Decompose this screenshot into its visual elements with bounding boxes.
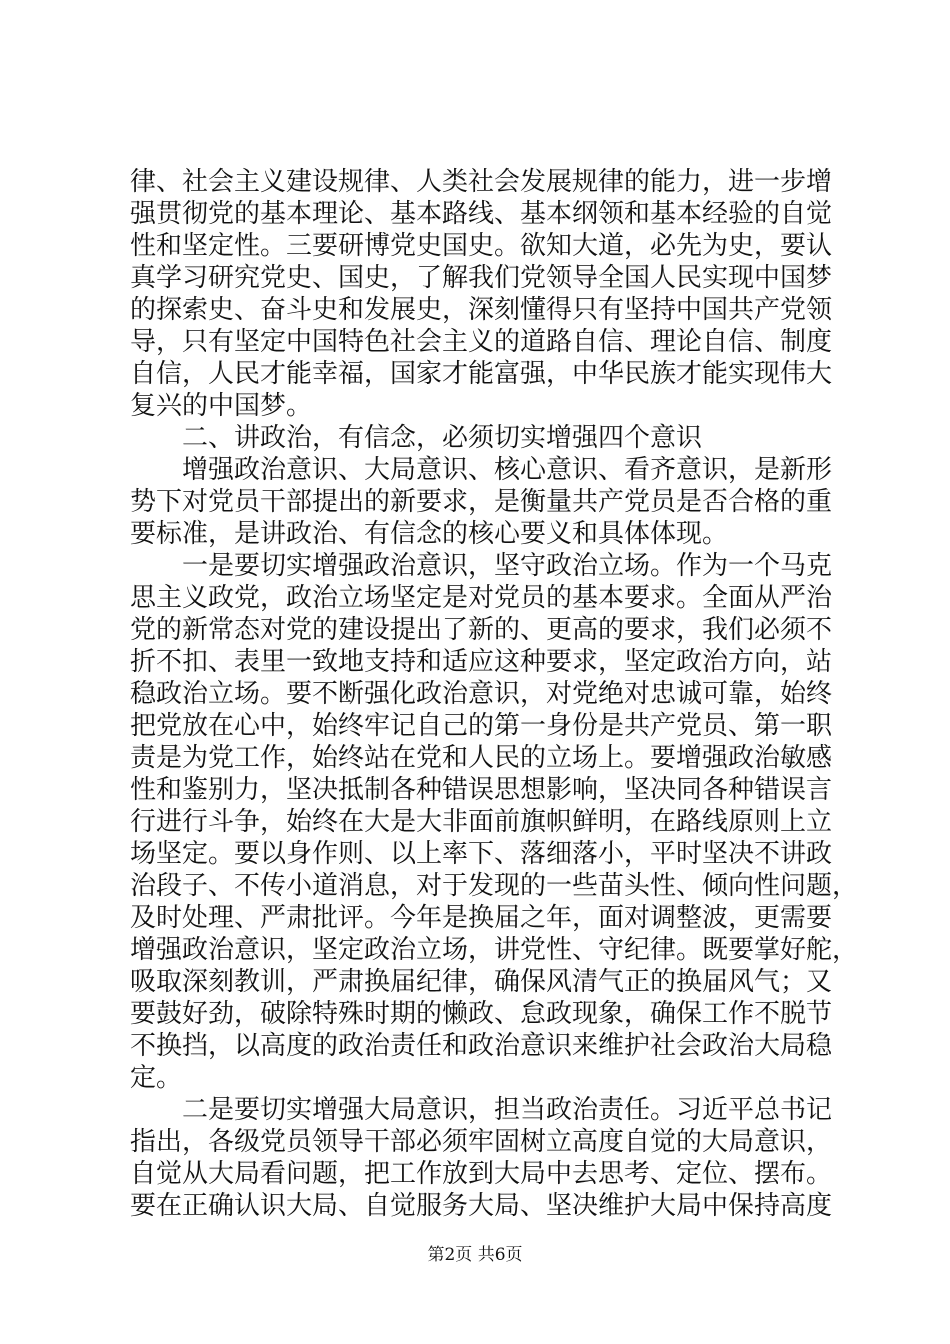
text-line: 把党放在心中，始终牢记自己的第一身份是共产党员、第一职 [130, 711, 833, 741]
text-line: 要标准，是讲政治、有信念的核心要义和具体体现。 [130, 519, 729, 549]
text-line: 思主义政党，政治立场坚定是对党员的基本要求。全面从严治 [130, 583, 833, 613]
text-line: 要鼓好劲，破除特殊时期的懒政、怠政现象，确保工作不脱节 [130, 999, 833, 1029]
text-line: 二是要切实增强大局意识，担当政治责任。习近平总书记 [130, 1095, 833, 1125]
text-line: 强贯彻党的基本理论、基本路线、基本纲领和基本经验的自觉 [130, 199, 833, 229]
page-number-label: 第2页 共6页 [427, 1245, 523, 1265]
text-line: 真学习研究党史、国史，了解我们党领导全国人民实现中国梦 [130, 263, 833, 293]
text-line: 自信，人民才能幸福，国家才能富强，中华民族才能实现伟大 [130, 359, 833, 389]
text-line: 的探索史、奋斗史和发展史，深刻懂得只有坚持中国共产党领 [130, 295, 833, 325]
text-line: 自觉从大局看问题，把工作放到大局中去思考、定位、摆布。 [130, 1159, 833, 1189]
text-line: 场坚定。要以身作则、以上率下、落细落小，平时坚决不讲政 [130, 839, 833, 869]
text-line: 性和鉴别力，坚决抵制各种错误思想影响，坚决同各种错误言 [130, 775, 833, 805]
text-line: 一是要切实增强政治意识，坚守政治立场。作为一个马克 [130, 551, 833, 581]
text-line: 折不扣、表里一致地支持和适应这种要求，坚定政治方向，站 [130, 647, 833, 677]
text-line: 党的新常态对党的建设提出了新的、更高的要求，我们必须不 [130, 615, 833, 645]
text-line: 吸取深刻教训，严肃换届纪律，确保风清气正的换届风气；又 [130, 967, 833, 997]
text-line: 律、社会主义建设规律、人类社会发展规律的能力，进一步增 [130, 167, 833, 197]
text-line: 责是为党工作，始终站在党和人民的立场上。要增强政治敏感 [130, 743, 833, 773]
text-line: 指出，各级党员领导干部必须牢固树立高度自觉的大局意识， [130, 1127, 833, 1157]
text-line: 性和坚定性。三要研博党史国史。欲知大道，必先为史，要认 [130, 231, 833, 261]
document-body [130, 166, 859, 1222]
text-line: 治段子、不传小道消息，对于发现的一些苗头性、倾向性问题， [130, 871, 859, 901]
text-line: 导，只有坚定中国特色社会主义的道路自信、理论自信、制度 [130, 327, 833, 357]
text-line: 行进行斗争，始终在大是大非面前旗帜鲜明，在路线原则上立 [130, 807, 833, 837]
text-line: 要在正确认识大局、自觉服务大局、坚决维护大局中保持高度 [130, 1191, 833, 1221]
text-line: 增强政治意识，坚定政治立场，讲党性、守纪律。既要掌好舵， [130, 935, 859, 965]
text-line: 复兴的中国梦。 [130, 391, 313, 421]
text-line: 稳政治立场。要不断强化政治意识，对党绝对忠诚可靠，始终 [130, 679, 833, 709]
page-footer [0, 1245, 950, 1265]
text-line: 增强政治意识、大局意识、核心意识、看齐意识，是新形 [130, 455, 833, 485]
text-line: 不换挡，以高度的政治责任和政治意识来维护社会政治大局稳 [130, 1031, 833, 1061]
text-line: 二、讲政治，有信念，必须切实增强四个意识 [130, 423, 703, 453]
text-line: 定。 [130, 1063, 183, 1093]
text-line: 势下对党员干部提出的新要求，是衡量共产党员是否合格的重 [130, 487, 833, 517]
text-line: 及时处理、严肃批评。今年是换届之年，面对调整波，更需要 [130, 903, 833, 933]
